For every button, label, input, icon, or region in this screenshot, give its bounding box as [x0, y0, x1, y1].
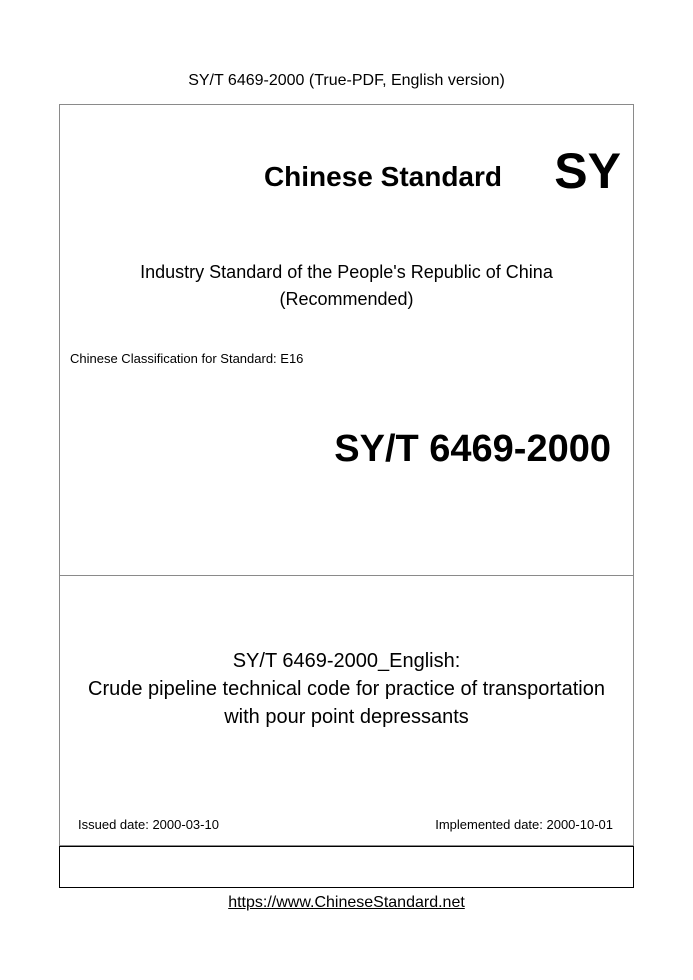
bottom-box [59, 846, 634, 888]
subtitle-line-2: (Recommended) [279, 289, 414, 309]
page-header: SY/T 6469-2000 (True-PDF, English version) [188, 72, 505, 89]
section-divider [60, 575, 633, 576]
footer [0, 893, 693, 913]
implemented-date: Implemented date: 2000-10-01 [435, 817, 613, 832]
cover-frame [59, 104, 634, 846]
classification-label: Chinese Classification for Standard: E16 [70, 351, 304, 366]
standard-number: SY/T 6469-2000 [334, 428, 611, 470]
document-title-line-3: with pour point depressants [224, 706, 469, 728]
document-title-line-1: SY/T 6469-2000_English: [232, 650, 461, 672]
document-title [60, 647, 633, 731]
website-link[interactable]: https://www.ChineseStandard.net [228, 894, 465, 911]
standard-code-short: SY [554, 143, 621, 199]
cover-title: Chinese Standard [263, 161, 502, 192]
subtitle-line-1: Industry Standard of the People's Republic of China [140, 262, 553, 282]
cover-subtitle [60, 259, 633, 313]
document-title-line-2: Crude pipeline technical code for practice of transportation [88, 678, 605, 700]
issued-date: Issued date: 2000-03-10 [78, 817, 219, 832]
